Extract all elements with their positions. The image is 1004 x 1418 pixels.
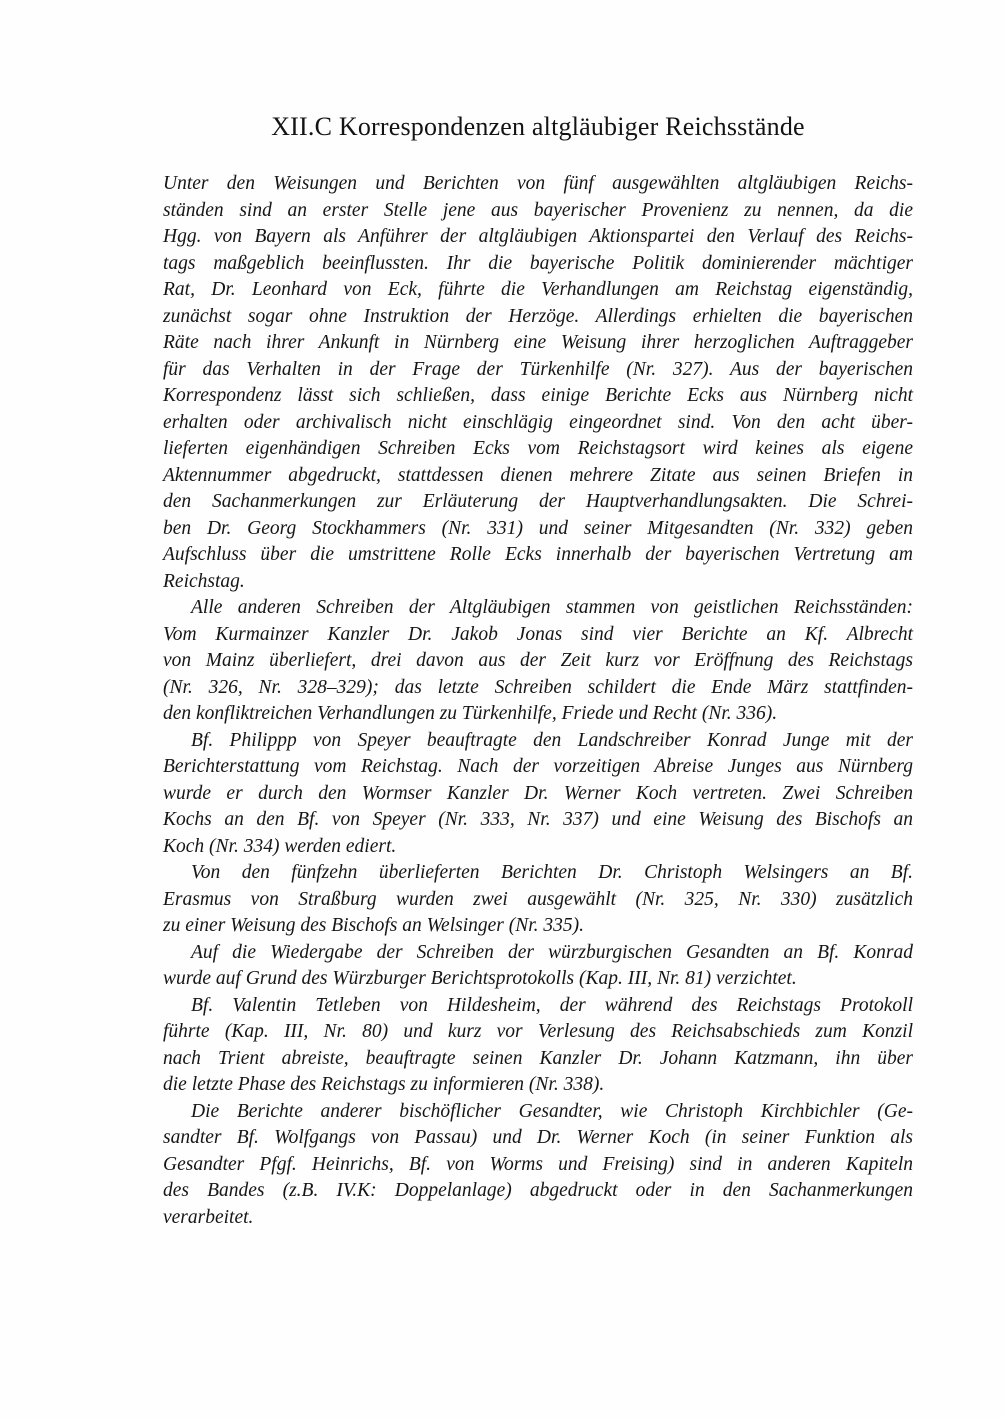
text-line: (Nr. 326, Nr. 328–329); das letzte Schreiben schildert die Ende März stattfinden- [163,676,913,698]
text-line: wurde auf Grund des Würzburger Berichtsprotokolls (Kap. III, Nr. 81) verzichtet. [163,968,797,989]
text-line: für das Verhalten in der Frage der Türkenhilfe (Nr. 327). Aus der bayerischen [163,358,913,380]
paragraph [163,728,913,861]
text-block [163,112,913,1231]
text-line: tags maßgeblich beeinflussten. Ihr die bayerische Politik dominierender mächtiger [163,252,913,274]
text-line: erhalten oder archivalisch nicht einschlägig eingeordnet sind. Von den acht über- [163,411,913,433]
chapter-heading: XII.C Korrespondenzen altgläubiger Reichsstände [271,112,805,141]
text-line: ständen sind an erster Stelle jene aus bayerischer Provenienz zu nennen, da die [163,199,913,221]
paragraph [163,940,913,993]
text-line: Von den fünfzehn überlieferten Berichten Dr. Christoph Welsingers an Bf. [191,862,913,883]
text-line: wurde er durch den Wormser Kanzler Dr. Werner Koch vertreten. Zwei Schreiben [163,782,913,804]
text-line: Gesandter Pfgf. Heinrichs, Bf. von Worms und Freising) sind in anderen Kapiteln [163,1153,913,1175]
text-line: von Mainz überliefert, drei davon aus der Zeit kurz vor Eröffnung des Reichstags [163,650,913,671]
text-line: sandter Bf. Wolfgangs von Passau) und Dr. Werner Koch (in seiner Funktion als [163,1127,913,1148]
text-line: zunächst sogar ohne Instruktion der Herzöge. Allerdings erhielten die bayerischen [163,305,913,327]
text-line: Aktennummer abgedruckt, stattdessen dienen mehrere Zitate aus seinen Briefen in [163,464,913,486]
text-line: Erasmus von Straßburg wurden zwei ausgewählt (Nr. 325, Nr. 330) zusätzlich [163,888,913,910]
text-line: Koch (Nr. 334) werden ediert. [163,835,397,857]
paragraph [163,993,913,1099]
text-line: den Sachanmerkungen zur Erläuterung der Hauptverhandlungsakten. Die Schrei- [163,491,913,512]
text-line: Räte nach ihrer Ankunft in Nürnberg eine Weisung ihrer herzoglichen Auftraggeber [163,332,913,353]
text-line: Berichterstattung vom Reichstag. Nach der vorzeitigen Abreise Junges aus Nürnberg [163,756,913,777]
text-line: Die Berichte anderer bischöflicher Gesandter, wie Christoph Kirchbichler (Ge- [191,1100,913,1122]
text-line: Auf die Wiedergabe der Schreiben der würzburgischen Gesandten an Bf. Konrad [191,941,913,963]
text-line: Hgg. von Bayern als Anführer der altgläubigen Aktionspartei den Verlauf des Reichs- [163,226,913,247]
paragraphs [163,171,913,1231]
text-line: ben Dr. Georg Stockhammers (Nr. 331) und seiner Mitgesandten (Nr. 332) geben [163,517,913,539]
text-line: nach Trient abreiste, beauftragte seinen Kanzler Dr. Johann Katzmann, ihn über [163,1047,913,1069]
paragraph [163,595,913,728]
text-line: verarbeitet. [163,1206,254,1228]
text-line: Aufschluss über die umstrittene Rolle Ecks innerhalb der bayerischen Vertretung am [163,544,913,565]
paragraph [163,1099,913,1232]
text-line: den konfliktreichen Verhandlungen zu Türkenhilfe, Friede und Recht (Nr. 336). [163,703,778,724]
text-line: zu einer Weisung des Bischofs an Welsinger (Nr. 335). [163,915,585,936]
paragraph [163,171,913,595]
text-line: führte (Kap. III, Nr. 80) und kurz vor Verlesung des Reichsabschieds zum Konzil [163,1021,913,1042]
text-line: die letzte Phase des Reichstags zu informieren (Nr. 338). [163,1074,605,1095]
text-line: Kochs an den Bf. von Speyer (Nr. 333, Nr. 337) und eine Weisung des Bischofs an [163,809,913,830]
text-line: Reichstag. [163,570,245,592]
text-line: Rat, Dr. Leonhard von Eck, führte die Verhandlungen am Reichstag eigenständig, [163,279,913,300]
text-line: lieferten eigenhändigen Schreiben Ecks vom Reichstagsort wird keines als eigene [163,438,913,459]
text-line: Bf. Valentin Tetleben von Hildesheim, der während des Reichstags Protokoll [191,994,913,1016]
paragraph [163,860,913,940]
text-line: Unter den Weisungen und Berichten von fünf ausgewählten altgläubigen Reichs- [163,173,913,194]
text-line: Bf. Philippp von Speyer beauftragte den Landschreiber Konrad Junge mit der [191,729,913,751]
text-line: Alle anderen Schreiben der Altgläubigen stammen von geistlichen Reichsständen: [191,597,913,618]
text-line: Vom Kurmainzer Kanzler Dr. Jakob Jonas sind vier Berichte an Kf. Albrecht [163,623,913,645]
text-line: des Bandes (z.B. IV.K: Doppelanlage) abgedruckt oder in den Sachanmerkungen [163,1180,913,1201]
text-line: Korrespondenz lässt sich schließen, dass einige Berichte Ecks aus Nürnberg nicht [163,385,913,406]
